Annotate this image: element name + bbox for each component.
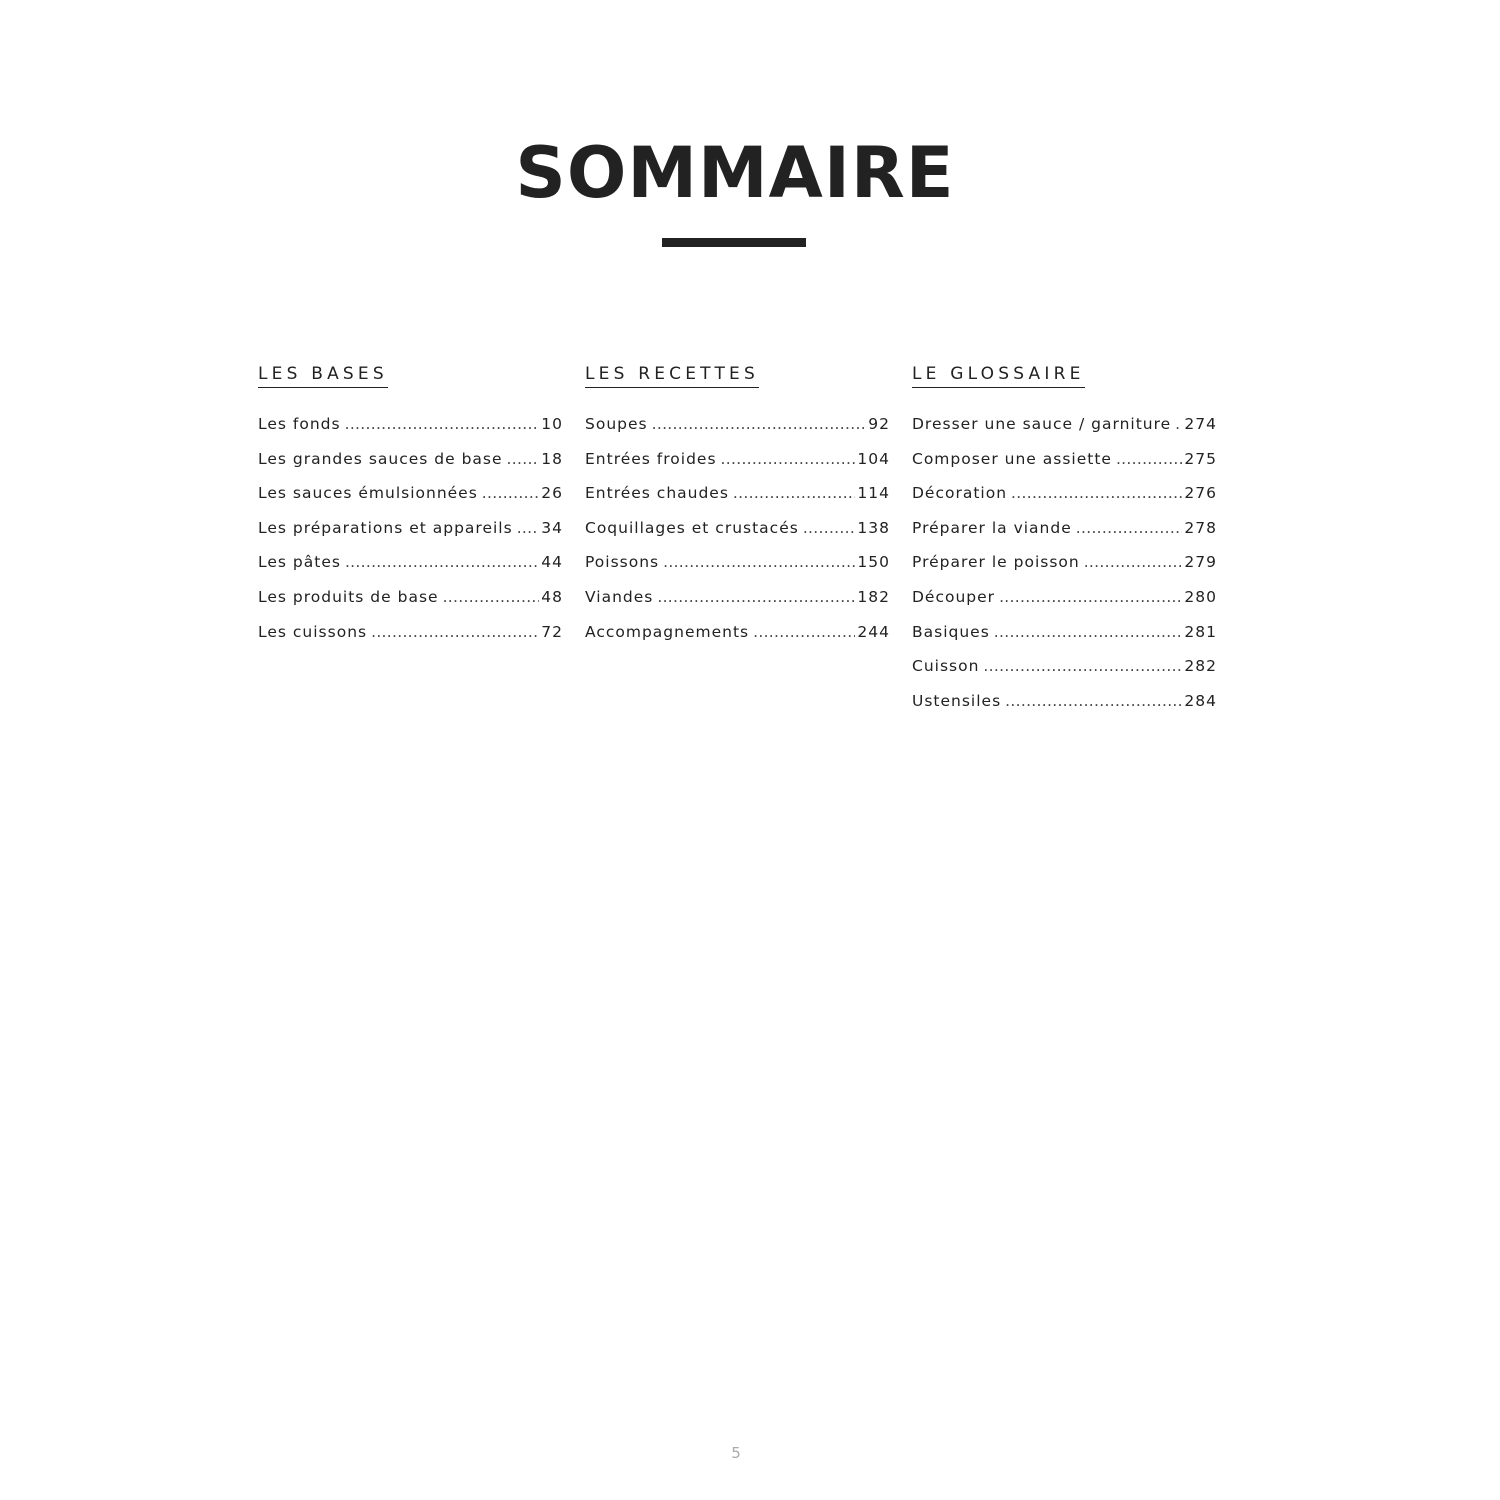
page-title: SOMMAIRE [515, 132, 955, 214]
dot-leader [1084, 553, 1183, 571]
toc-column-recettes [585, 362, 890, 657]
dot-leader [443, 588, 540, 606]
toc-entry-label: Les pâtes [258, 553, 341, 572]
toc-entry-page: 114 [857, 484, 890, 503]
toc-entry-label: Viandes [585, 587, 654, 606]
toc-entry-label: Découper [912, 587, 996, 606]
toc-entry-page: 150 [857, 553, 890, 572]
dot-leader [1175, 415, 1182, 433]
toc-entry[interactable] [585, 588, 890, 623]
dot-leader [999, 588, 1182, 606]
toc-entry[interactable] [258, 484, 563, 519]
dot-leader [803, 519, 856, 537]
page-number: 5 [731, 1444, 741, 1462]
toc-entry-page: 284 [1184, 691, 1217, 710]
toc-entry-label: Les fonds [258, 415, 341, 433]
toc-entry[interactable] [258, 519, 563, 554]
toc-entry-label: Cuisson [912, 657, 980, 676]
toc-entry[interactable] [912, 450, 1217, 485]
toc-entry[interactable] [585, 484, 890, 519]
toc-entry-page: 279 [1184, 553, 1217, 572]
column-heading: LE GLOSSAIRE [912, 362, 1085, 388]
dot-leader [663, 553, 855, 571]
dot-leader [1011, 484, 1182, 502]
toc-entry-label: Les sauces émulsionnées [258, 484, 478, 503]
toc-entry[interactable] [585, 450, 890, 485]
toc-entry-label: Les produits de base [258, 587, 439, 606]
dot-leader [1076, 519, 1183, 537]
toc-entry-label: Les grandes sauces de base [258, 449, 503, 468]
dot-leader [345, 415, 540, 433]
toc-entry[interactable] [912, 484, 1217, 519]
toc-entry[interactable] [912, 657, 1217, 692]
dot-leader [721, 450, 856, 468]
dot-leader [994, 623, 1183, 641]
toc-entry-page: 26 [541, 484, 563, 503]
toc-entry-label: Les cuissons [258, 622, 368, 641]
dot-leader [1005, 692, 1182, 710]
toc-entry-label: Basiques [912, 622, 990, 641]
toc-entry[interactable] [258, 623, 563, 658]
toc-entry-page: 182 [857, 587, 890, 606]
toc-entry-label: Accompagnements [585, 622, 750, 641]
toc-entry-label: Dresser une sauce / garniture [912, 415, 1172, 433]
dot-leader [657, 588, 855, 606]
toc-entry-label: Entrées froides [585, 449, 717, 468]
toc-entry[interactable] [912, 553, 1217, 588]
toc-entry-label: Décoration [912, 484, 1008, 503]
toc-list [585, 415, 890, 657]
column-heading: LES BASES [258, 362, 388, 388]
toc-entry-page: 281 [1184, 622, 1217, 641]
toc-list [258, 415, 563, 657]
toc-entry[interactable] [258, 450, 563, 485]
toc-entry-label: Poissons [585, 553, 660, 572]
toc-entry[interactable] [258, 415, 563, 450]
toc-entry-label: Composer une assiette [912, 449, 1112, 468]
toc-entry-label: Les préparations et appareils [258, 518, 513, 537]
dot-leader [1116, 450, 1182, 468]
toc-entry-page: 92 [868, 415, 890, 433]
toc-entry-page: 44 [541, 553, 563, 572]
title-underline-rule [662, 238, 806, 247]
toc-entry-page: 10 [541, 415, 563, 433]
dot-leader [345, 553, 539, 571]
toc-entry-page: 18 [541, 449, 563, 468]
column-heading: LES RECETTES [585, 362, 759, 388]
dot-leader [753, 623, 855, 641]
toc-entry-page: 244 [857, 622, 890, 641]
toc-entry-page: 275 [1184, 449, 1217, 468]
toc-list [912, 415, 1217, 726]
toc-entry[interactable] [258, 588, 563, 623]
toc-entry[interactable] [912, 623, 1217, 658]
toc-entry[interactable] [585, 415, 890, 450]
dot-leader [517, 519, 540, 537]
toc-entry-page: 104 [857, 449, 890, 468]
dot-leader [482, 484, 539, 502]
toc-entry[interactable] [912, 692, 1217, 727]
dot-leader [983, 657, 1182, 675]
toc-entry-page: 48 [541, 587, 563, 606]
toc-entry-page: 280 [1184, 587, 1217, 606]
toc-entry-label: Entrées chaudes [585, 484, 729, 503]
dot-leader [371, 623, 539, 641]
toc-entry-page: 72 [541, 622, 563, 641]
toc-entry-label: Préparer le poisson [912, 553, 1080, 572]
toc-entry[interactable] [585, 623, 890, 658]
dot-leader [652, 415, 867, 433]
toc-entry-page: 282 [1184, 657, 1217, 676]
toc-entry-page: 138 [857, 518, 890, 537]
toc-entry[interactable] [585, 519, 890, 554]
toc-entry-label: Coquillages et crustacés [585, 518, 799, 537]
toc-entry[interactable] [912, 588, 1217, 623]
toc-entry-page: 276 [1184, 484, 1217, 503]
toc-entry-label: Préparer la viande [912, 518, 1072, 537]
dot-leader [507, 450, 540, 468]
toc-entry[interactable] [912, 415, 1217, 450]
toc-column-glossaire [912, 362, 1217, 726]
toc-entry-page: 274 [1184, 415, 1217, 433]
toc-entry-page: 278 [1184, 518, 1217, 537]
toc-column-bases [258, 362, 563, 657]
toc-entry-label: Ustensiles [912, 691, 1002, 710]
toc-entry[interactable] [585, 553, 890, 588]
toc-entry-page: 34 [541, 518, 563, 537]
toc-entry[interactable] [912, 519, 1217, 554]
dot-leader [733, 484, 855, 502]
toc-entry[interactable] [258, 553, 563, 588]
toc-entry-label: Soupes [585, 415, 648, 433]
